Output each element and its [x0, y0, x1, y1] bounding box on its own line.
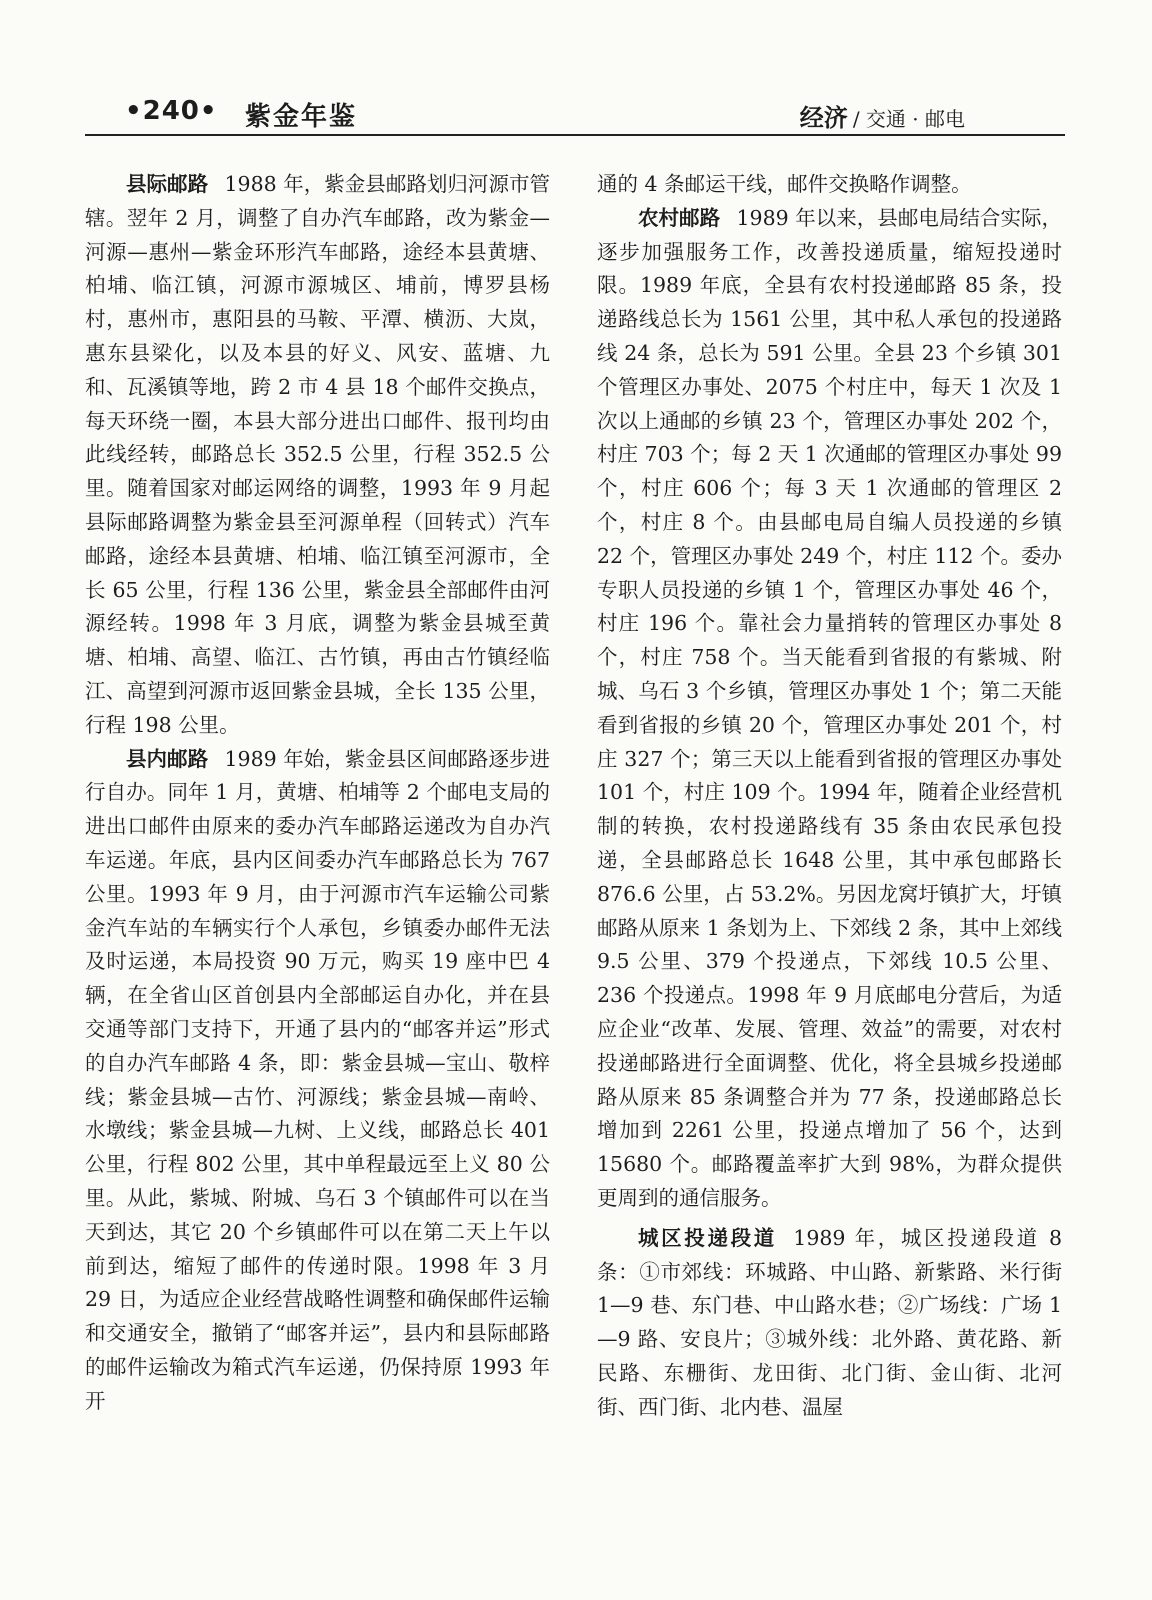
paragraph-text: 1989 年以来，县邮电局结合实际，逐步加强服务工作，改善投递质量，缩短投递时限。1989 年底，全县有农村投递邮路 85 条，投递路线总长为 1561 公里，其中私人承包的投递路线 24 条，总长为 591 公里。全县 23 个乡镇 301 个管理区办事处、2075 个村庄中，每天 1 次及 1 次以上通邮的乡镇 23 个，管理区办事处 202 个，村庄 703 个；每 2 天 1 次通邮的管理区办事处 99 个，村庄 606 个；每 3 天 1 次通邮的管理区 2 个，村庄 8 个。由县邮电局自编人员投递的乡镇 22 个，管理区办事处 249 个，村庄 112 个。委办专职人员投递的乡镇 1 个，管理区办事处 46 个，村庄 196 个。靠社会力量捎转的管理区办事处 8 个，村庄 758 个。当天能看到省报的有紫城、附城、乌石 3 个乡镇，管理区办事处 1 个；第二天能看到省报的乡镇 20 个，管理区办事处 201 个，村庄 327 个；第三天以上能看到省报的管理区办事处 101 个，村庄 109 个。1994 年，随着企业经营机制的转换，农村投递路线有 35 条由农民承包投递，全县邮路总长 1648 公里，其中承包邮路长 876.6 公里，占 53.2%。另因龙窝圩镇扩大，圩镇邮路从原来 1 条划为上、下郊线 2 条，其中上郊线 9.5 公里、379 个投递点，下郊线 10.5 公里、236 个投递点。1998 年 9 月底邮电分营后，为适应企业“改革、发展、管理、效益”的需要，对农村投递邮路进行全面调整、优化，将全县城乡投递邮路从原来 85 条调整合并为 77 条，投递邮路总长增加到 2261 公里，投递点增加了 56 个，达到 15680 个。邮路覆盖率扩大到 98%，为群众提供更周到的通信服务。	[597, 205, 1063, 1210]
paragraph	[85, 743, 550, 1419]
paragraph-text: 1989 年始，紫金县区间邮路逐步进行自办。同年 1 月，黄塘、柏埔等 2 个邮电支局的进出口邮件由原来的委办汽车邮路运递改为自办汽车运递。年底，县内区间委办汽车邮路总长为 767 公里。1993 年 9 月，由于河源市汽车运输公司紫金汽车站的车辆实行个人承包，乡镇委办邮件无法及时运递，本局投资 90 万元，购买 19 座中巴 4 辆，在全省山区首创县内全部邮运自办化，并在县交通等部门支持下，开通了县内的“邮客并运”形式的自办汽车邮路 4 条，即：紫金县城—宝山、敬梓线；紫金县城—古竹、河源线；紫金县城—南岭、水墩线；紫金县城—九树、上义线，邮路总长 401 公里，行程 802 公里，其中单程最远至上义 80 公里。从此，紫城、附城、乌石 3 个镇邮件可以在当天到达，其它 20 个乡镇邮件可以在第二天上午以前到达，缩短了邮件的传递时限。1998 年 3 月 29 日，为适应企业经营战略性调整和确保邮件运输和交通安全，撤销了“邮客并运”，县内和县际邮路的邮件运输改为箱式汽车运递，仍保持原 1993 年开	[85, 746, 551, 1413]
paragraph-text: 1988 年，紫金县邮路划归河源市管辖。翌年 2 月，调整了自办汽车邮路，改为紫金—河源—惠州—紫金环形汽车邮路，途经本县黄塘、柏埔、临江镇，河源市源城区、埔前，博罗县杨村，惠州市，惠阳县的马鞍、平潭、横沥、大岚，惠东县梁化，以及本县的好义、风安、蓝塘、九和、瓦溪镇等地，跨 2 市 4 县 18 个邮件交换点，每天环绕一圈，本县大部分进出口邮件、报刊均由此线经转，邮路总长 352.5 公里，行程 352.5 公里。随着国家对邮运网络的调整，1993 年 9 月起县际邮路调整为紫金县至河源单程（回转式）汽车邮路，途经本县黄塘、柏埔、临江镇至河源市，全长 65 公里，行程 136 公里，紫金县全部邮件由河源经转。1998 年 3 月底，调整为紫金县城至黄塘、柏埔、高望、临江、古竹镇，再由古竹镇经临江、高望到河源市返回紫金县城，全长 135 公里，行程 198 公里。	[85, 172, 551, 737]
header-rule	[85, 134, 1065, 136]
section-main: 经济	[799, 104, 848, 132]
right-column	[597, 168, 1062, 1424]
running-header	[85, 96, 1065, 132]
section-label	[800, 98, 965, 133]
paragraph	[597, 1222, 1062, 1425]
paragraph-heading: 县内邮路	[126, 746, 209, 771]
page-number: •240•	[125, 96, 218, 126]
paragraph	[85, 168, 550, 743]
left-column	[85, 168, 550, 1418]
book-title: 紫金年鉴	[245, 102, 358, 132]
section-sub: / 交通 · 邮电	[852, 107, 965, 131]
paragraph-heading: 城区投递段道	[638, 1225, 777, 1250]
paragraph-heading: 农村邮路	[638, 205, 721, 230]
continued-paragraph: 通的 4 条邮运干线，邮件交换略作调整。	[597, 172, 972, 196]
paragraph-text: 1989 年，城区投递段道 8 条：①市郊线：环城路、中山路、新紫路、米行街 1—9 巷、东门巷、中山路水巷；②广场线：广场 1—9 路、安良片；③城外线：北外路、黄花路、新民路、东栅街、龙田街、北门街、金山街、北河街、西门街、北内巷、温屋	[597, 1225, 1063, 1419]
paragraph-heading: 县际邮路	[126, 172, 209, 196]
paragraph	[597, 202, 1062, 1216]
